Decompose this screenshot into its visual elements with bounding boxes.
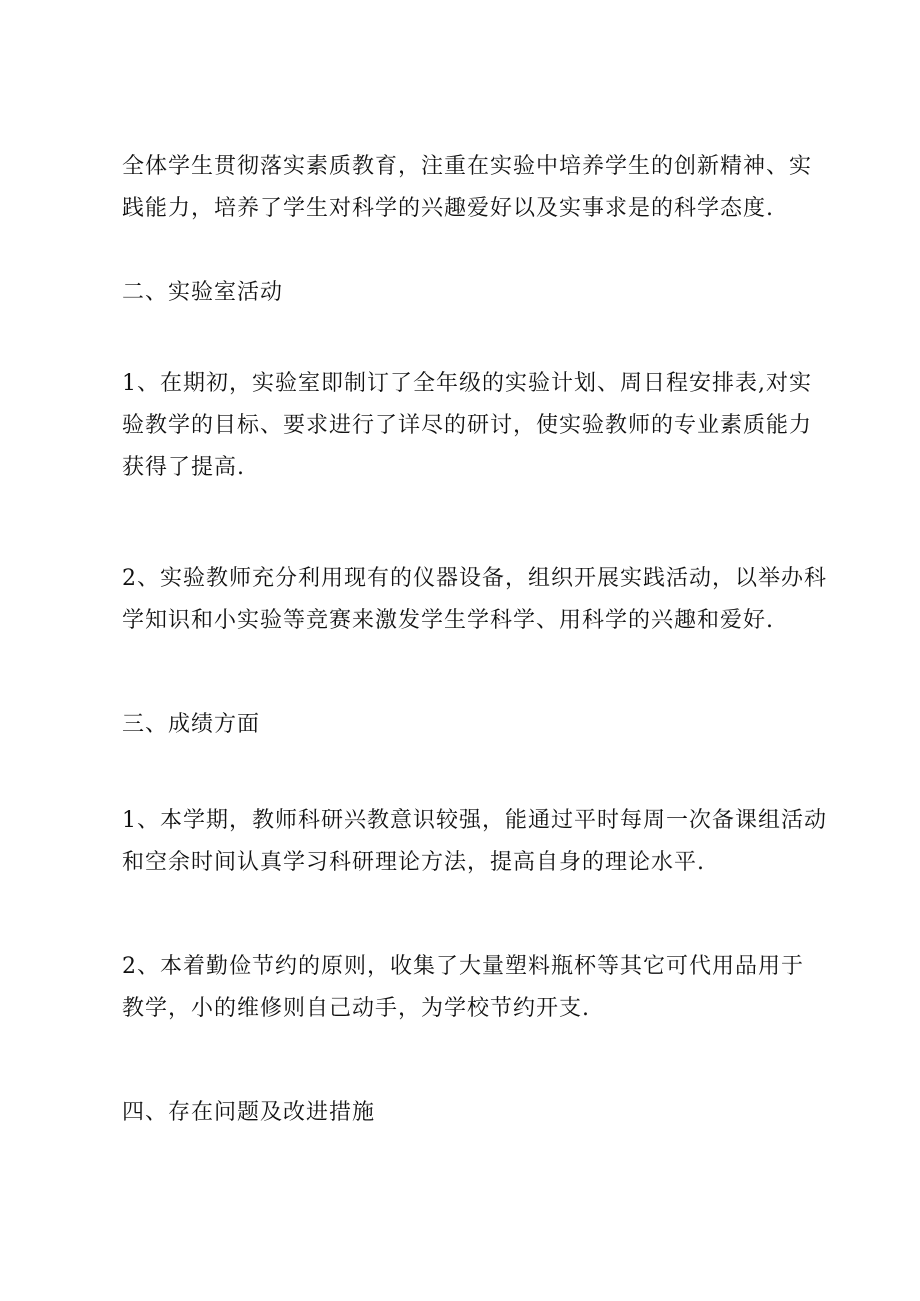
text-line: 1、本学期，教师科研兴教意识较强，能通过平时每周一次备课组活动 [122,808,827,833]
section-heading-problems [122,1092,822,1134]
text-line: 验教学的目标、要求进行了详尽的研讨，使实验教师的专业素质能力 [122,413,813,438]
text-line: 全体学生贯彻落实素质教育，注重在实验中培养学生的创新精神、实 [122,154,813,179]
heading-text: 二、实验室活动 [122,280,284,305]
paragraph-achievement-item-2 [122,946,822,1030]
text-line: 和空余时间认真学习科研理论方法，提高自身的理论水平. [122,850,705,875]
heading-text: 三、成绩方面 [122,712,261,737]
text-line: 1、在期初，实验室即制订了全年级的实验计划、周日程安排表,对实 [122,371,812,396]
paragraph-lab-item-1 [122,363,822,489]
paragraph-achievement-item-1 [122,800,827,884]
text-line: 践能力，培养了学生对科学的兴趣爱好以及实事求是的科学态度. [122,196,774,221]
paragraph-lab-item-2 [122,558,827,642]
paragraph-intro [122,146,822,230]
section-heading-achievements [122,704,822,746]
section-heading-lab-activities [122,272,822,314]
text-line: 获得了提高. [122,455,245,480]
text-line: 学知识和小实验等竞赛来激发学生学科学、用科学的兴趣和爱好. [122,608,774,633]
heading-text: 四、存在问题及改进措施 [122,1100,376,1125]
text-line: 2、本着勤俭节约的原则，收集了大量塑料瓶杯等其它可代用品用于 [122,954,804,979]
text-line: 教学，小的维修则自己动手，为学校节约开支. [122,996,590,1021]
text-line: 2、实验教师充分利用现有的仪器设备，组织开展实践活动，以举办科 [122,566,827,591]
